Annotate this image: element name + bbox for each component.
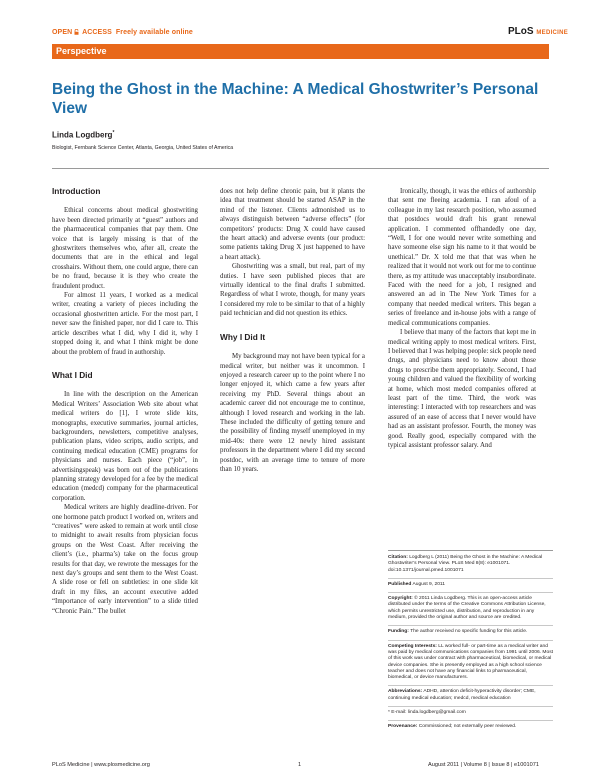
section-label: Perspective (56, 46, 107, 56)
info-divider (388, 640, 553, 641)
column-1 (52, 187, 198, 616)
journal-medicine: MEDICINE (536, 30, 569, 36)
citation-row: Citation: Logdberg L (2011) Being the Ghost in the Machine: A Medical Ghostwriter’s Personal View. PLoS Med 8(8): e1001071. doi:10.1371/journal.pmed.1001071 (388, 550, 553, 574)
copyright-row: Copyright: © 2011 Linda Logdberg. This is an open-access article distributed under the terms of the Creative Commons Attribution License, which permits unrestricted use, distribution, and reproduction in any medium, provided the original author and source are credited. (388, 596, 546, 621)
paragraph: I believe that many of the factors that kept me in medical writing apply to most medical writers. First, I believed that I was helping people: sick people need drugs, and physicians need to know about those drugs to prescribe them appropriately. Second, I had young children and valued the flexibility of working at home, which most medcd companies offered at least part of the time. Third, the work was interesting: I interacted with top researchers and was assured of an ease of access that I never would have had as an assistant professor. Fourth, the money was good. Really good, especially compared with the typical assistant professor salary. And (388, 329, 536, 449)
published-row: Published August 9, 2011 (388, 581, 446, 587)
info-divider (388, 706, 553, 707)
open-access-lock-icon (74, 29, 79, 35)
column-2 (220, 187, 365, 474)
info-divider (388, 592, 553, 593)
article-info-box (388, 550, 553, 735)
heading-introduction: Introduction (52, 186, 101, 196)
paragraph: Ironically, though, it was the ethics of authorship that sent me fleeing academia. I ran afoul of a colleague in my last research position, who assumed that postdocs would draft his grant renewal application. I commented offhandedly one day, “Well, I for one would never write something and have someone else sign his name to it that would be unethical.” Dr. X told me that that was when he realized that it would not work out for me to continue there, as my attitude was unacceptably insubordinate. Faced with the need for a job, I resigned and answered an ad in The New York Times for a company that needed medical writers. This began a series of freelance and in-house jobs with a range of medical communications companies. (388, 188, 536, 327)
author-line (52, 130, 114, 140)
paragraph: Ethical concerns about medical ghostwriting have been directed primarily at “guest” authors and the pharmaceutical companies that pay them. One voice that is largely missing is that of the ghostwriters themselves who, after all, create the documents that are in the ethical and legal crosshairs. Without them, one could argue, there can be no fraud, because it is they who create the fraudulent product. (52, 207, 198, 290)
author-name: Linda Logdberg (52, 130, 113, 140)
paragraph: Medical writers are highly deadline-driven. For one hormone patch product I worked on, writers and “creatives” were asked to remain at work until close to midnight to await results from physician focus groups on the West Coast. After receiving the client’s (i.e., pharma’s) take on the focus group results for that day, we rewrote the messages for the next day’s groups and sent them to the West Coast. A slide rose or fell on subtleties: in one slide kit draft in my files, an account executive added “Importance of early intervention” to a slide titled “Chronic Pain.” The bullet (52, 504, 198, 615)
heading-why-i-did-it: Why I Did It (220, 331, 266, 342)
freely-available-label: Freely available online (115, 29, 193, 36)
section-band (52, 44, 549, 59)
paragraph: My background may not have been typical for a medical writer, but neither was it uncommon. I enjoyed a research career up to the point where I no longer enjoyed it, which came a few years after receiving my PhD. Several things about an academic career did not encourage me to continue, although I loved research and working in the lab. These included the difficulty of getting tenure and the possibility of finding myself unemployed in my mid-40s: there were 12 newly hired assistant professors in the department where I did my second postdoc, with an average time to tenure of more than 10 years. (220, 353, 365, 473)
funding-row: Funding: The author received no specific funding for this article. (388, 629, 528, 635)
article-title: Being the Ghost in the Machine: A Medical Ghostwriter’s Personal View (52, 81, 539, 117)
abbreviations-row: Abbreviations: ADHD, attention deficit-hyperactivity disorder; CME, continuing medical education; medcd, medical education (388, 689, 536, 701)
author-mark: * (112, 130, 115, 136)
email-row: * E-mail: linda.logdberg@gmail.com (388, 710, 466, 716)
info-divider (388, 578, 553, 579)
footer-issue: August 2011 | Volume 8 | Issue 8 | e1001071 (428, 762, 539, 768)
competing-interests-row: Competing Interests: LL worked full- or part-time as a medical writer and was paid by medical communications companies from 1991 until 2006. Most of this work was under contract with pharmaceutical, biomedical, or medical device companies. She is presently employed as a high school science teacher and does not have any financial links to pharmaceutical, biomedical, or device manufacturers. (388, 643, 554, 681)
heading-what-i-did: What I Did (52, 369, 93, 380)
info-divider (388, 685, 553, 686)
column-3 (388, 187, 536, 450)
open-word: OPEN (52, 29, 73, 36)
footer-page-number: 1 (298, 762, 302, 768)
footer-journal: PLoS Medicine | www.plosmedicine.org (52, 762, 150, 768)
info-divider (388, 625, 553, 626)
paragraph: Ghostwriting was a small, but real, part of my duties. I have seen published pieces that are virtually identical to the final drafts I submitted. Regardless of what I wrote, though, for many years I considered my role to be similar to that of a highly paid technician and did not question its ethics. (220, 263, 365, 318)
journal-logo (508, 26, 568, 37)
access-word: ACCESS (82, 29, 112, 36)
provenance-row: Provenance: Commissioned; not externally peer reviewed. (388, 724, 517, 730)
title-divider (52, 168, 549, 169)
author-affiliation: Biologist, Fernbank Science Center, Atlanta, Georgia, United States of America (52, 145, 234, 151)
paragraph: In line with the description on the American Medical Writers’ Association Web site about what medical writers do [1], I wrote slide kits, monographs, executive summaries, journal articles, backgrounders, newsletters, competitive analyses, publication plans, video scripts, audio scripts, and continuing medical education (CME) programs for physicians and nurses. Each piece (“job”, in advertisingspeak) was born out of the publications planning strategy developed for a fee by the medical education (medcd) company for the pharmaceutical corporation. (52, 391, 198, 502)
journal-plos: PLoS (508, 26, 534, 37)
info-divider (388, 720, 553, 721)
paragraph: For almost 11 years, I worked as a medical writer, creating a variety of pieces including the occasional ghostwritten article. For the most part, I never saw the finished paper, nor did I care to. This article describes what I did, why I did it, why I stopped doing it, and what I think might be done about the problem of fraud in authorship. (52, 292, 198, 356)
paragraph: does not help define chronic pain, but it plants the idea that treatment should be started ASAP in the mind of the listener. Clients admonished us to always distinguish between “adverse effects” (for competitors’ products: Drug X could have caused the heart attack) and adverse events (our product: some patients taking Drug X just happened to have a heart attack). (220, 188, 365, 261)
open-access-label (52, 29, 193, 36)
